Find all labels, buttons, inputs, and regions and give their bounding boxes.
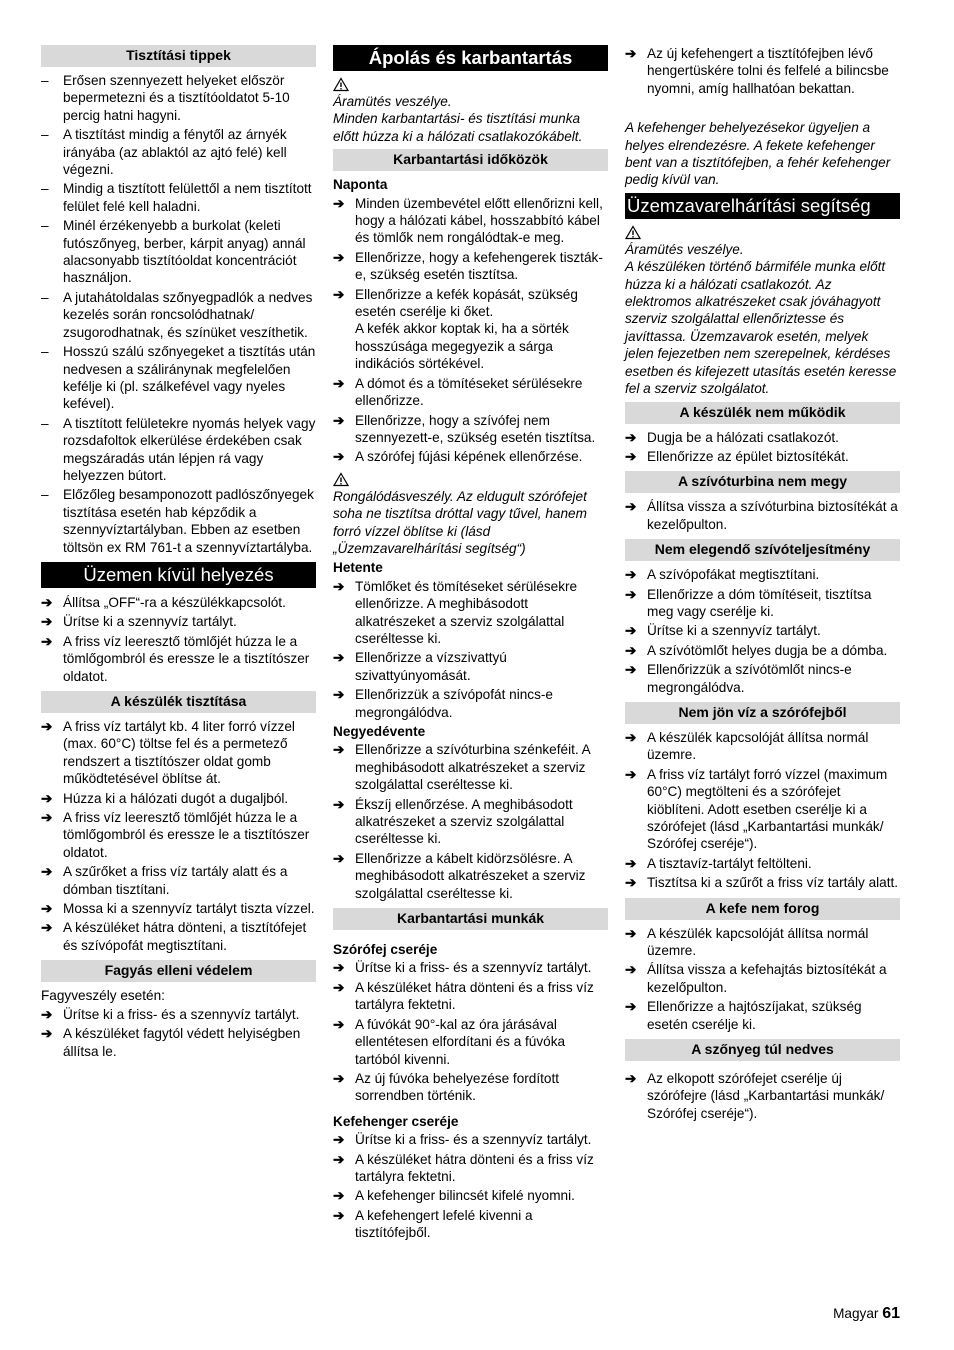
list-item-text: Dugja be a hálózati csatlakozót. <box>647 429 839 445</box>
arrow-icon: ➔ <box>333 687 345 703</box>
list-item <box>625 661 900 696</box>
list-item-text: Mindig a tisztított felülettől a nem tisztított felület felé kell haladni. <box>63 181 312 214</box>
dash-marker: – <box>41 487 49 503</box>
list-item-text: Ürítse ki a friss- és a szennyvíz tartályt. <box>63 1006 300 1022</box>
list-item-text: Húzza ki a hálózati dugót a dugaljból. <box>63 790 289 806</box>
list-item <box>41 1006 316 1023</box>
arrow-icon: ➔ <box>625 875 637 891</box>
list-item-text: Ürítse ki a szennyvíz tartályt. <box>647 623 821 639</box>
arrow-icon: ➔ <box>41 920 53 936</box>
list-item <box>625 766 900 853</box>
arrow-icon: ➔ <box>625 448 637 464</box>
not-working-list <box>625 429 900 466</box>
list-item-text: Ellenőrizze, hogy a kefehengerek tiszták-e, szükség esetén tisztítsa. <box>355 249 603 283</box>
dash-marker: – <box>41 218 49 234</box>
arrow-icon: ➔ <box>625 729 637 745</box>
arrow-icon: ➔ <box>625 925 637 941</box>
list-item <box>41 486 316 556</box>
nozzle-replace-label: Szórófej cseréje <box>333 942 438 958</box>
list-item <box>625 498 900 533</box>
section-heading-turbine: A szívóturbina nem megy <box>625 471 900 493</box>
list-item-text: A kefehenger bilincsét kifelé nyomni. <box>355 1188 575 1204</box>
list-item <box>333 959 608 976</box>
arrow-icon: ➔ <box>41 901 53 917</box>
section-heading-not-working: A készülék nem működik <box>625 402 900 424</box>
column-middle <box>333 45 608 1244</box>
list-item-text: Ellenőrizze, hogy a szívófej nem szennyezett-e, szükség esetén tisztítsa. <box>355 412 596 445</box>
list-item <box>333 1070 608 1105</box>
list-item-text: A friss víz leeresztő tömlőjét húzza le a tömlőgombról és eressze le a tisztítószer oldatot. <box>63 633 310 684</box>
list-item <box>333 195 608 247</box>
warning-icon <box>625 225 641 240</box>
arrow-icon: ➔ <box>625 46 637 61</box>
arrow-icon: ➔ <box>41 614 53 630</box>
list-item-text: Ellenőrizze a szívóturbina szénkeféit. A meghibásodott alkatrészeket a szerviz szolgálattal cseréltesse ki. <box>355 742 590 793</box>
arrow-icon: ➔ <box>333 286 345 302</box>
section-heading-troubleshooting: Üzemzavarelhárítási segítség <box>625 193 900 219</box>
list-item <box>333 686 608 721</box>
list-item-text: A tisztítást mindig a fénytől az árnyék irányába (az ablaktól az ajtó felé) kell végezni. <box>63 127 287 178</box>
roller-replace-list <box>333 1131 608 1241</box>
list-item-text: Az új fúvóka behelyezése fordított sorrendben történik. <box>355 1070 560 1104</box>
arrow-icon: ➔ <box>625 1071 637 1087</box>
list-item <box>41 613 316 630</box>
arrow-icon: ➔ <box>333 195 345 211</box>
page-number: 61 <box>882 1305 900 1322</box>
list-item-text: A dómot és a tömítéseket sérülésekre ellenőrizze. <box>355 375 583 409</box>
frost-list <box>41 1006 316 1060</box>
no-water-list <box>625 729 900 892</box>
list-item-text: Előzőleg besamponozott padlószőnyegek tisztítása esetén hab képződik a szennyvíztartályban. Ebben az esetben töltsön ex RM 761-t a szennyvíztartályba. <box>63 487 314 555</box>
list-item <box>333 448 608 465</box>
list-item-text: Az elkopott szórófejet cserélje új szórófejre (lásd „Karbantartási munkák/ Szórófej cseréje“). <box>647 1071 885 1121</box>
arrow-icon: ➔ <box>333 375 345 391</box>
section-heading-maintenance-works: Karbantartási munkák <box>333 908 608 930</box>
list-item-text: Erősen szennyezett helyeket először bepermetezni és a tisztítóoldatot 5-10 percig hatni hagyni. <box>63 73 290 123</box>
list-item <box>41 919 316 954</box>
dash-marker: – <box>41 415 49 431</box>
list-item-text: A friss víz leeresztő tömlőjét húzza le a tömlőgombról és eressze le a tisztítószer oldatot. <box>63 810 310 860</box>
unplug-warning: Minden karbantartási- és tisztítási munka előtt húzza ki a hálózati csatlakozókábelt. <box>333 111 583 144</box>
list-item-text: Ékszíj ellenőrzése. A meghibásodott alkatrészeket a szerviz szolgálattal cseréltesse ki. <box>355 796 573 847</box>
list-item <box>41 900 316 917</box>
arrow-icon: ➔ <box>333 1151 345 1167</box>
arrow-icon: ➔ <box>41 790 53 806</box>
arrow-icon: ➔ <box>41 594 53 610</box>
list-item <box>333 1131 608 1148</box>
device-cleaning-list <box>41 718 316 954</box>
list-item-text: A készüléket fagytól védett helyiségben állítsa le. <box>63 1026 301 1059</box>
list-item <box>333 649 608 684</box>
arrow-icon: ➔ <box>333 650 345 666</box>
list-item <box>625 448 900 465</box>
list-item <box>41 1025 316 1060</box>
list-item <box>625 855 900 872</box>
arrow-icon: ➔ <box>41 633 53 649</box>
arrow-icon: ➔ <box>625 567 637 583</box>
list-item <box>333 1207 608 1242</box>
suction-list <box>625 566 900 696</box>
list-item-text: Ellenőrizze a kefék kopását, szükség esetén cserélje ki őket. <box>355 286 578 320</box>
list-item <box>625 998 900 1033</box>
daily-label: Naponta <box>333 177 388 193</box>
arrow-icon: ➔ <box>41 864 53 880</box>
arrow-icon: ➔ <box>333 412 345 428</box>
arrow-icon: ➔ <box>41 719 53 734</box>
arrow-icon: ➔ <box>625 499 637 515</box>
section-heading-no-water: Nem jön víz a szórófejből <box>625 702 900 724</box>
list-item <box>41 126 316 178</box>
list-item-text: A kefehengert lefelé kivenni a tisztítófejből. <box>355 1207 533 1241</box>
page-footer <box>800 1305 900 1322</box>
roller-install-list <box>625 45 900 97</box>
arrow-icon: ➔ <box>625 623 637 639</box>
list-item <box>625 1070 900 1122</box>
list-item <box>333 286 608 373</box>
list-item-text: Ürítse ki a szennyvíz tartályt. <box>63 614 237 630</box>
arrow-icon: ➔ <box>625 766 637 782</box>
daily-list <box>333 195 608 466</box>
turbine-list <box>625 498 900 533</box>
section-heading-care-maintenance: Ápolás és karbantartás <box>333 45 608 71</box>
list-item-text: Mossa ki a szennyvíz tartályt tiszta vízzel. <box>63 901 315 917</box>
list-item <box>41 217 316 287</box>
list-item <box>333 412 608 447</box>
carpet-too-wet-list <box>625 1070 900 1122</box>
dash-marker: – <box>41 181 49 197</box>
arrow-icon: ➔ <box>333 249 345 265</box>
column-left <box>41 45 316 1062</box>
list-item-text: Minden üzembevétel előtt ellenőrizni kell, hogy a hálózati kábel, hosszabbító kábel és tömlők nem rongálódtak-e meg. <box>355 195 603 246</box>
list-item <box>41 343 316 413</box>
section-heading-maintenance-intervals: Karbantartási időközök <box>333 149 608 171</box>
electric-shock-warning: Áramütés veszélye. <box>625 241 744 257</box>
list-item <box>41 594 316 611</box>
roller-replace-label: Kefehenger cseréje <box>333 1113 459 1129</box>
list-item-text: Ellenőrizze az épület biztosítékát. <box>647 448 849 464</box>
dash-marker: – <box>41 127 49 143</box>
list-item-text: A jutahátoldalas szőnyegpadlók a nedves kezelés során roncsolódhatnak/ zsugorodhatnak, és színüket veszíthetik. <box>63 289 313 340</box>
list-item <box>625 429 900 446</box>
list-item-text: Ellenőrizze a kábelt kidörzsölésre. A meghibásodott alkatrészeket a szerviz szolgálattal cseréltesse ki. <box>355 850 586 901</box>
list-item-text: Ürítse ki a friss- és a szennyvíz tartályt. <box>355 960 592 976</box>
list-item-text: Ellenőrizze a hajtószíjakat, szükség esetén cserélje ki. <box>647 999 862 1032</box>
list-item-text: Állítsa „OFF“-ra a készülékkapcsolót. <box>63 594 286 610</box>
brush-not-spinning-list <box>625 925 900 1033</box>
list-item-text: A szűrőket a friss víz tartály alatt és a dómban tisztítani. <box>63 864 288 897</box>
list-item-text: Ürítse ki a friss- és a szennyvíz tartályt. <box>355 1132 592 1148</box>
arrow-icon: ➔ <box>333 1188 345 1204</box>
list-item-text: Ellenőrizzük a szívótömlőt nincs-e megrongálódva. <box>647 662 852 695</box>
arrow-icon: ➔ <box>625 999 637 1015</box>
list-item <box>333 1187 608 1204</box>
list-item-text: Ellenőrizze a dóm tömítéseit, tisztítsa meg vagy cserélje ki. <box>647 586 872 619</box>
list-item-text: A készülék kapcsolóját állítsa normál üzemre. <box>647 729 869 763</box>
arrow-icon: ➔ <box>333 1132 345 1148</box>
list-item-text: Ellenőrizzük a szívópofát nincs-e megrongálódva. <box>355 687 553 720</box>
list-item <box>625 45 900 97</box>
electric-shock-warning: Áramütés veszélye. <box>333 94 452 109</box>
dash-marker: – <box>41 344 49 360</box>
arrow-icon: ➔ <box>333 850 345 866</box>
shutdown-list <box>41 594 316 685</box>
weekly-list <box>333 578 608 721</box>
list-item-text: Állítsa vissza a kefehajtás biztosítékát a kezelőpulton. <box>647 962 887 995</box>
section-heading-brush-not-spinning: A kefe nem forog <box>625 898 900 920</box>
list-item <box>625 961 900 996</box>
list-item-text: A szórófej fújási képének ellenőrzése. <box>355 449 583 465</box>
column-right <box>625 45 900 1124</box>
dash-marker: – <box>41 73 49 88</box>
list-item-text: A készüléket hátra dönteni, a tisztítófejet és szívópofát megtisztítani. <box>63 920 307 953</box>
section-heading-device-cleaning: A készülék tisztítása <box>41 691 316 713</box>
list-item <box>41 809 316 861</box>
section-heading-frost-protection: Fagyás elleni védelem <box>41 960 316 982</box>
list-item <box>625 622 900 639</box>
quarterly-label: Negyedévente <box>333 724 426 739</box>
arrow-icon: ➔ <box>333 1070 345 1086</box>
list-item <box>333 375 608 410</box>
section-heading-suction: Nem elegendő szívóteljesítmény <box>625 539 900 561</box>
list-item-text: A friss víz tartályt kb. 4 liter forró vízzel (max. 60°C) töltse fel és a permetező rendszert a tisztítószer oldat gomb működtetésével öblítse át. <box>63 719 295 787</box>
list-item <box>625 925 900 960</box>
arrow-icon: ➔ <box>333 742 345 758</box>
list-item <box>41 633 316 685</box>
list-item <box>625 566 900 583</box>
list-item <box>625 729 900 764</box>
list-item <box>333 850 608 902</box>
arrow-icon: ➔ <box>333 1016 345 1032</box>
list-item <box>41 180 316 215</box>
roller-arrangement-note: A kefehenger behelyezésekor ügyeljen a helyes elrendezésre. A fekete kefehenger bent van a tisztítófejben, a fehér kefehenger pedig kívül van. <box>625 120 891 188</box>
arrow-icon: ➔ <box>333 979 345 995</box>
list-item-text: Minél érzékenyebb a burkolat (keleti futószőnyeg, berber, kárpit anyag) annál alacsonyabb tisztítóoldat koncentrációt használjon. <box>63 218 306 286</box>
list-item <box>41 863 316 898</box>
arrow-icon: ➔ <box>333 449 345 465</box>
list-item-text: A készülék kapcsolóját állítsa normál üzemre. <box>647 925 869 959</box>
list-item-text: Állítsa vissza a szívóturbina biztosítékát a kezelőpulton. <box>647 499 898 532</box>
warning-icon <box>333 77 349 92</box>
footer-language: Magyar <box>833 1306 879 1321</box>
list-item-text: A friss víz tartályt forró vízzel (maximum 60°C) megtölteni és a szórófejet kiöblíteni. Adott esetben cserélje ki a szórófejet (lásd „Karbantartási munkák/ Szórófej cseréje“). <box>647 766 888 852</box>
arrow-icon: ➔ <box>625 855 637 871</box>
troubleshooting-warning-text: A készüléken történő bármiféle munka előtt húzza ki a hálózati csatlakozót. Az elektromos alkatrészeket csak jóváhagyott szerviz szolgálattal ellenőriztesse és javíttassa. Üzemzavarok esetén, melyek jelen fejezetben nem szerepelnek, kérdéses esetben és kifejezett utasítás esetén keresse fel a szerviz szolgálatot. <box>625 259 897 397</box>
arrow-icon: ➔ <box>333 796 345 812</box>
list-item-text: Hosszú szálú szőnyegeket a tisztítás után nedvesen a száliránynak megfelelően kefélje ki (pl. szálkefével vagy nyeles kefével). <box>63 344 316 412</box>
arrow-icon: ➔ <box>333 1207 345 1223</box>
arrow-icon: ➔ <box>333 960 345 976</box>
list-item <box>625 642 900 659</box>
list-item-text: Az új kefehengert a tisztítófejben lévő hengertüskére tolni és felfelé a bilincsbe nyomni, amíg hallhatóan bekattan. <box>647 46 889 96</box>
section-heading-carpet-too-wet: A szőnyeg túl nedves <box>625 1039 900 1061</box>
list-item-text: A készüléket hátra dönteni és a friss víz tartályra fektetni. <box>355 979 594 1013</box>
list-item <box>625 586 900 621</box>
section-heading-cleaning-tips: Tisztítási tippek <box>41 45 316 67</box>
list-item-text: Ellenőrizze a vízszivattyú szivattyúnyomását. <box>355 650 507 683</box>
list-item-text: Tömlőket és tömítéseket sérülésekre ellenőrizze. A meghibásodott alkatrészeket a szerviz szolgálattal cseréltesse ki. <box>355 578 578 646</box>
weekly-label: Hetente <box>333 560 383 576</box>
list-item-text: A tisztított felületekre nyomás helyek vagy rozsdafoltok elkerülése érdekében csak megszáradás után lépjen rá vagy helyezzen bútort. <box>63 415 316 483</box>
warning-icon <box>333 472 349 487</box>
list-item <box>41 289 316 341</box>
list-item <box>333 1016 608 1068</box>
list-item-text: A fúvókát 90°-kal az óra járásával ellentétesen elfordítani és a fúvóka tartóból kivenni. <box>355 1016 566 1067</box>
list-item <box>333 741 608 793</box>
arrow-icon: ➔ <box>625 586 637 602</box>
cleaning-tips-list <box>41 72 316 556</box>
list-item-text: Tisztítsa ki a szűrőt a friss víz tartály alatt. <box>647 875 899 891</box>
list-item <box>333 979 608 1014</box>
section-heading-shutdown: Üzemen kívül helyezés <box>41 562 316 588</box>
list-item <box>333 578 608 648</box>
brush-wear-note: A kefék akkor koptak ki, ha a sörték hosszúsága megegyezik a sárga indikációs sörtékével. <box>355 321 569 372</box>
quarterly-list <box>333 741 608 902</box>
dash-marker: – <box>41 289 49 305</box>
list-item-text: A tisztavíz-tartályt feltölteni. <box>647 855 812 871</box>
list-item <box>333 796 608 848</box>
list-item <box>333 249 608 284</box>
damage-warning: Rongálódásveszély. Az eldugult szórófejet soha ne tisztítsa dróttal vagy tűvel, hanem forró vízzel öblítse ki (lásd „Üzemzavarelhárítási segítség“) <box>333 488 587 556</box>
arrow-icon: ➔ <box>625 429 637 445</box>
list-item-text: A szívópofákat megtisztítani. <box>647 567 820 583</box>
list-item <box>41 718 316 788</box>
arrow-icon: ➔ <box>333 578 345 594</box>
list-item-text: A szívótömlőt helyes dugja be a dómba. <box>647 642 888 658</box>
frost-intro: Fagyveszély esetén: <box>41 988 165 1004</box>
arrow-icon: ➔ <box>41 1006 53 1022</box>
arrow-icon: ➔ <box>625 642 637 658</box>
arrow-icon: ➔ <box>625 662 637 678</box>
arrow-icon: ➔ <box>625 962 637 978</box>
list-item <box>333 1151 608 1186</box>
list-item-text: A készüléket hátra dönteni és a friss víz tartályra fektetni. <box>355 1151 594 1184</box>
list-item <box>41 415 316 485</box>
nozzle-replace-list <box>333 959 608 1104</box>
arrow-icon: ➔ <box>41 810 53 826</box>
arrow-icon: ➔ <box>41 1026 53 1042</box>
list-item <box>41 72 316 124</box>
list-item <box>41 790 316 807</box>
list-item <box>625 874 900 891</box>
